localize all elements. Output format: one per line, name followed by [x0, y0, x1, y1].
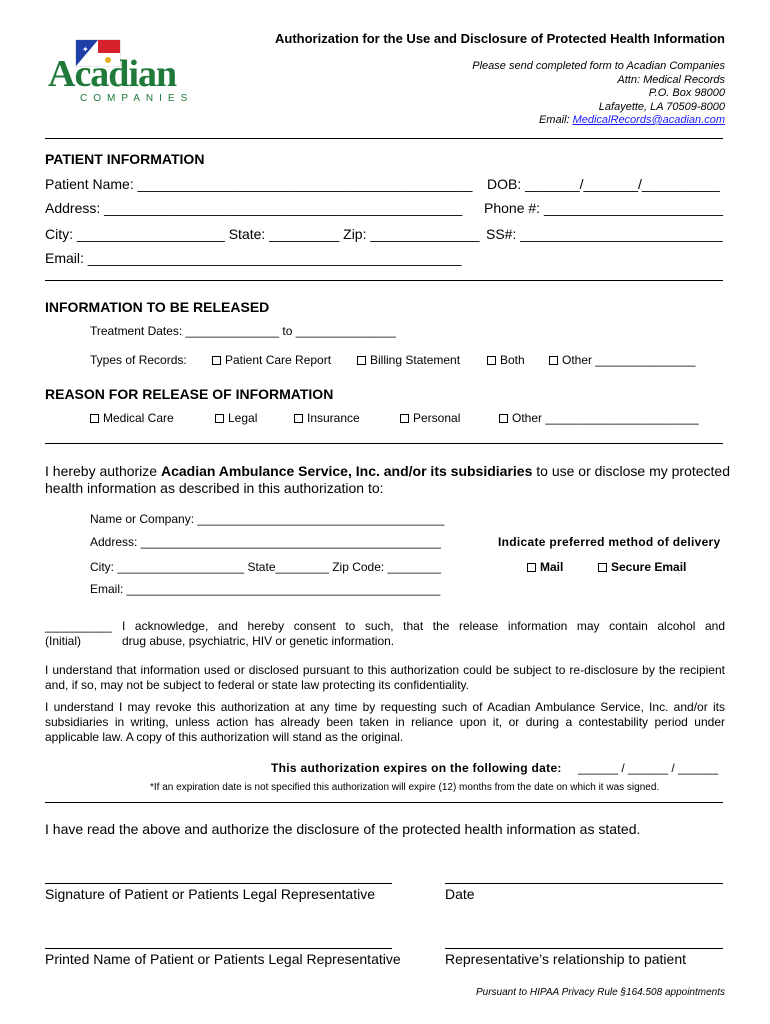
reason-divider [45, 443, 723, 444]
checkbox-icon [215, 414, 224, 423]
checkbox-icon [549, 356, 558, 365]
checkbox-icon [527, 563, 536, 572]
recipient-city-field[interactable]: City: ___________________ State________ Zip Code: ________ [90, 560, 441, 574]
logo-subtitle: COMPANIES [80, 93, 194, 104]
header-divider [45, 138, 723, 139]
document-title: Authorization for the Use and Disclosure of Protected Health Information [275, 31, 725, 46]
checkbox-icon [357, 356, 366, 365]
logo-name: Acadian [48, 53, 177, 95]
relationship-line[interactable] [445, 948, 723, 949]
send-to-line: Please send completed form to Acadian Companies [472, 60, 725, 72]
expiry-divider [45, 802, 723, 803]
checkbox-both[interactable]: Both [487, 353, 525, 367]
checkbox-personal[interactable]: Personal [400, 411, 460, 425]
signature-line[interactable] [45, 883, 392, 884]
checkbox-icon [400, 414, 409, 423]
checkbox-billing-statement[interactable]: Billing Statement [357, 353, 460, 367]
checkbox-patient-care-report[interactable]: Patient Care Report [212, 353, 331, 367]
initial-field[interactable]: __________ [45, 619, 112, 633]
printed-name-line[interactable] [45, 948, 392, 949]
date-line[interactable] [445, 883, 723, 884]
treatment-dates-field[interactable]: Treatment Dates: ______________ to _______________ [90, 324, 396, 338]
types-of-records-label: Types of Records: [90, 353, 187, 367]
checkbox-mail[interactable]: Mail [527, 560, 563, 574]
patient-name-field[interactable]: Patient Name: ___________________________________________ [45, 176, 473, 192]
revoke-paragraph: I understand I may revoke this authorization at any time by requesting such of Acadian Ambulance Service, Inc. and/or its subsidiaries in writing, unless action has already been taken in reliance upon it, or during a contestability period under applicable law. A copy of this authorization will stand as the original. [45, 700, 725, 744]
footer-note: Pursuant to HIPAA Privacy Rule §164.508 appointments [475, 987, 725, 998]
checkbox-legal[interactable]: Legal [215, 411, 257, 425]
expiry-label: This authorization expires on the following date: [271, 761, 562, 775]
patient-heading: PATIENT INFORMATION [45, 151, 205, 167]
delivery-heading: Indicate preferred method of delivery [498, 535, 721, 549]
checkbox-other-records[interactable]: Other _______________ [549, 353, 695, 367]
date-label: Date [445, 886, 475, 902]
recipient-email-field[interactable]: Email: _______________________________________________ [90, 582, 441, 596]
email-link[interactable]: MedicalRecords@acadian.com [572, 114, 725, 126]
signature-label: Signature of Patient or Patients Legal Representative [45, 886, 375, 902]
city-state-zip-field[interactable]: City: ___________________ State: _________ Zip: ______________ [45, 226, 480, 242]
authorize-line-2: health information as described in this authorization to: [45, 480, 384, 496]
printed-name-label: Printed Name of Patient or Patients Legal Representative [45, 951, 401, 967]
dob-field[interactable]: DOB: _______/_______/__________ [487, 176, 720, 192]
checkbox-icon [212, 356, 221, 365]
initial-label: (Initial) [45, 634, 82, 648]
reason-heading: REASON FOR RELEASE OF INFORMATION [45, 386, 334, 402]
svg-text:✦: ✦ [82, 45, 89, 54]
patient-email-field[interactable]: Email: ________________________________________________ [45, 250, 462, 266]
checkbox-medical-care[interactable]: Medical Care [90, 411, 174, 425]
patient-divider [45, 280, 723, 281]
ss-field[interactable]: SS#: __________________________ [486, 226, 723, 242]
checkbox-icon [294, 414, 303, 423]
consent-text-1: I acknowledge, and hereby consent to such, that the release information may contain alcohol and [122, 619, 725, 633]
expiry-date-field[interactable]: ______ / ______ / ______ [578, 761, 719, 775]
redisclosure-paragraph: I understand that information used or disclosed pursuant to this authorization could be subject to re-disclosure by the recipient and, if so, may not be subject to federal or state law protecting its confidentiality. [45, 663, 725, 692]
relationship-label: Representative’s relationship to patient [445, 951, 687, 967]
authorize-line-1: I hereby authorize Acadian Ambulance Service, Inc. and/or its subsidiaries to use or disclose my protected [45, 463, 731, 479]
checkbox-secure-email[interactable]: Secure Email [598, 560, 686, 574]
expiry-note: *If an expiration date is not specified this authorization will expire (12) months from the date on which it was signed. [150, 782, 660, 793]
checkbox-icon [90, 414, 99, 423]
consent-text-2: drug abuse, psychiatric, HIV or genetic information. [122, 634, 395, 648]
checkbox-other-reason[interactable]: Other _______________________ [499, 411, 699, 425]
po-box-line: P.O. Box 98000 [648, 87, 725, 99]
mailing-address [472, 60, 725, 128]
checkbox-icon [598, 563, 607, 572]
recipient-address-field[interactable]: Address: _____________________________________________ [90, 535, 442, 549]
address-field[interactable]: Address: ______________________________________________ [45, 200, 463, 216]
authorization-statement: I have read the above and authorize the disclosure of the protected health information as stated. [45, 821, 641, 837]
recipient-name-field[interactable]: Name or Company: _____________________________________ [90, 512, 445, 526]
attn-line: Attn: Medical Records [617, 73, 725, 86]
checkbox-icon [499, 414, 508, 423]
phone-field[interactable]: Phone #: _______________________ [484, 200, 724, 216]
checkbox-insurance[interactable]: Insurance [294, 411, 360, 425]
release-heading: INFORMATION TO BE RELEASED [45, 299, 270, 315]
city-line: Lafayette, LA 70509-8000 [598, 100, 725, 113]
checkbox-icon [487, 356, 496, 365]
email-line: Email: MedicalRecords@acadian.com [538, 114, 725, 126]
